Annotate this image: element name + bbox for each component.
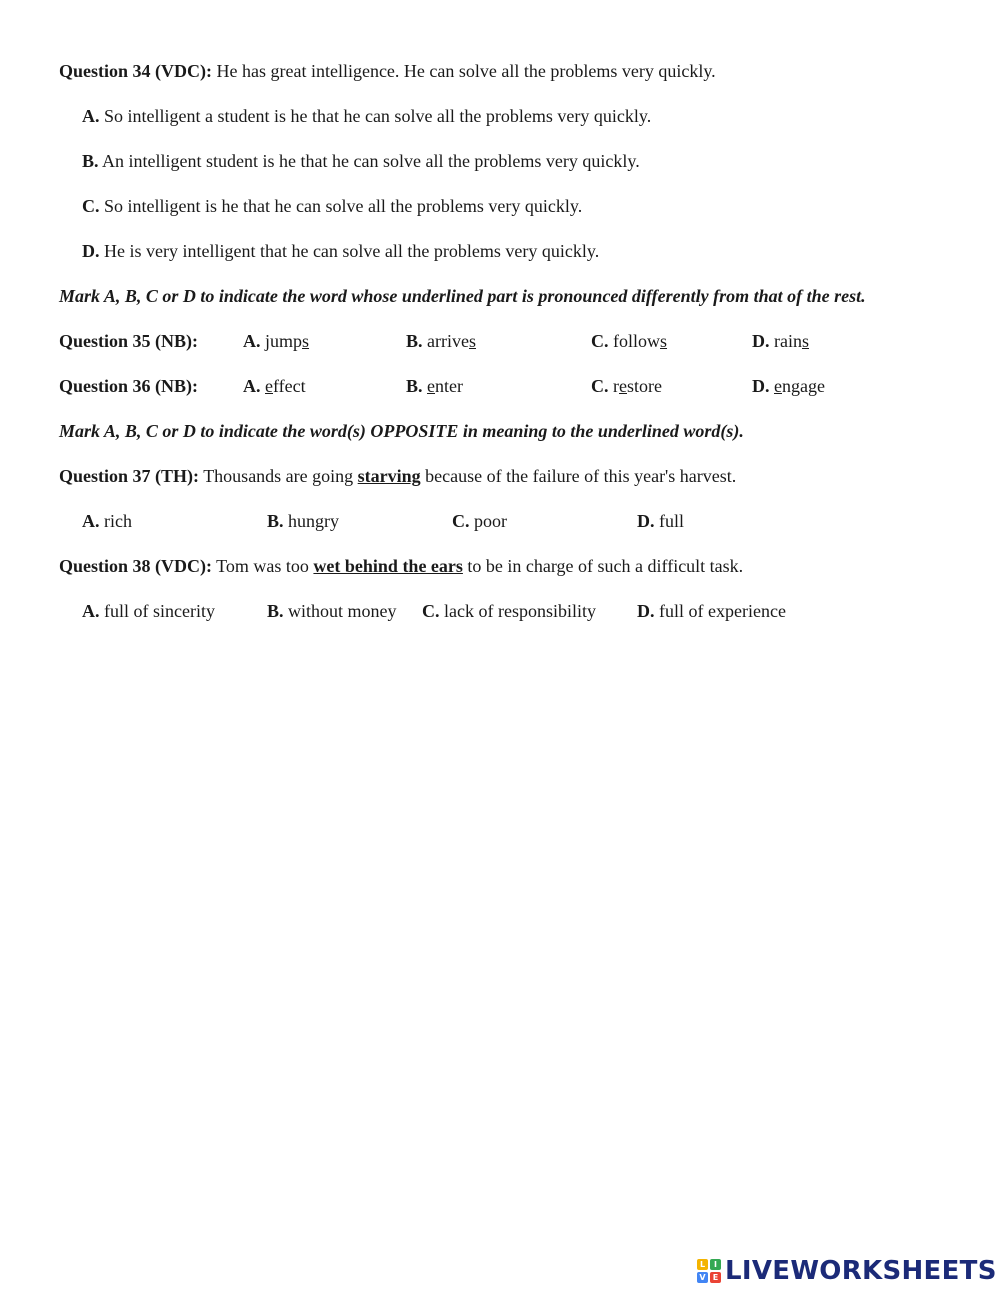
option-text: hungry xyxy=(283,511,340,531)
option-letter: A. xyxy=(243,331,261,351)
option-text: So intelligent is he that he can solve all the problems very quickly. xyxy=(99,196,583,216)
q37-option-a[interactable] xyxy=(82,509,132,533)
option-text: An intelligent student is he that he can solve all the problems very quickly. xyxy=(98,151,640,171)
question-35-label xyxy=(59,329,198,353)
option-word-pre: arrive xyxy=(422,331,469,351)
option-text: rich xyxy=(99,511,132,531)
q36-option-c[interactable] xyxy=(591,374,662,398)
option-word-pre: rain xyxy=(769,331,802,351)
question-text-pre: Thousands are going xyxy=(199,466,358,486)
option-letter: B. xyxy=(82,151,99,171)
option-letter: B. xyxy=(406,376,423,396)
option-letter: A. xyxy=(243,376,261,396)
option-word-underlined: s xyxy=(468,331,476,351)
option-letter: C. xyxy=(591,376,609,396)
option-letter: A. xyxy=(82,106,100,126)
option-letter: D. xyxy=(82,241,100,261)
question-text: He has great intelligence. He can solve all the problems very quickly. xyxy=(212,61,716,81)
option-word-post: store xyxy=(627,376,662,396)
option-text: without money xyxy=(283,601,397,621)
option-letter: B. xyxy=(406,331,423,351)
logo-cell-i: I xyxy=(710,1259,721,1270)
option-word-underlined: s xyxy=(801,331,809,351)
q34-option-a[interactable] xyxy=(82,104,651,128)
option-text: He is very intelligent that he can solve all the problems very quickly. xyxy=(99,241,600,261)
option-letter: A. xyxy=(82,511,100,531)
logo-cell-l: L xyxy=(697,1259,708,1270)
option-word-pre: r xyxy=(608,376,619,396)
q38-option-c[interactable] xyxy=(422,599,596,623)
option-word-underlined: s xyxy=(302,331,310,351)
option-letter: D. xyxy=(752,376,770,396)
question-key-word: starving xyxy=(357,466,421,486)
q37-option-b[interactable] xyxy=(267,509,339,533)
q35-option-a[interactable] xyxy=(243,329,309,353)
option-text: full of experience xyxy=(654,601,786,621)
q35-option-d[interactable] xyxy=(752,329,809,353)
option-word-pre: follow xyxy=(608,331,660,351)
option-letter: B. xyxy=(267,511,284,531)
q37-option-c[interactable] xyxy=(452,509,507,533)
logo-cell-v: V xyxy=(697,1272,708,1283)
q35-option-c[interactable] xyxy=(591,329,667,353)
question-label: Question 37 (TH): xyxy=(59,466,200,486)
option-word-underlined: s xyxy=(660,331,668,351)
option-text: full xyxy=(654,511,684,531)
option-letter: C. xyxy=(422,601,440,621)
option-text: lack of responsibility xyxy=(439,601,596,621)
option-letter: D. xyxy=(637,511,655,531)
q34-option-c[interactable] xyxy=(82,194,582,218)
q35-option-b[interactable] xyxy=(406,329,476,353)
option-letter: A. xyxy=(82,601,100,621)
option-word-post: nter xyxy=(435,376,463,396)
q36-option-d[interactable] xyxy=(752,374,825,398)
question-text-post: to be in charge of such a difficult task. xyxy=(462,556,744,576)
option-word-post: ngage xyxy=(782,376,825,396)
instruction-opposite: Mark A, B, C or D to indicate the word(s) OPPOSITE in meaning to the underlined word(s). xyxy=(59,421,744,441)
option-text: poor xyxy=(469,511,507,531)
option-letter: B. xyxy=(267,601,284,621)
logo-wordmark: LIVEWORKSHEETS xyxy=(725,1256,997,1286)
q36-option-b[interactable] xyxy=(406,374,463,398)
option-text: So intelligent a student is he that he can solve all the problems very quickly. xyxy=(99,106,652,126)
q36-option-a[interactable] xyxy=(243,374,306,398)
question-36-label xyxy=(59,374,198,398)
q38-option-a[interactable] xyxy=(82,599,215,623)
liveworksheets-logo[interactable] xyxy=(697,1256,997,1286)
option-letter: C. xyxy=(452,511,470,531)
option-letter: C. xyxy=(591,331,609,351)
q34-option-b[interactable] xyxy=(82,149,640,173)
q38-option-d[interactable] xyxy=(637,599,786,623)
option-text: full of sincerity xyxy=(99,601,215,621)
question-key-phrase: wet behind the ears xyxy=(313,556,463,576)
option-word-underlined: e xyxy=(619,376,627,396)
question-38-stem xyxy=(59,554,743,578)
option-letter: D. xyxy=(752,331,770,351)
question-text-post: because of the failure of this year's harvest. xyxy=(420,466,737,486)
option-word-underlined: e xyxy=(427,376,436,396)
q37-option-d[interactable] xyxy=(637,509,684,533)
question-label: Question 34 (VDC): xyxy=(59,61,212,81)
logo-mark-icon xyxy=(697,1259,721,1283)
instruction-pronunciation: Mark A, B, C or D to indicate the word whose underlined part is pronounced differently from that of the rest. xyxy=(59,286,866,306)
question-text-pre: Tom was too xyxy=(212,556,314,576)
question-34-stem xyxy=(59,59,716,83)
option-letter: C. xyxy=(82,196,100,216)
q38-option-b[interactable] xyxy=(267,599,397,623)
option-word-underlined: e xyxy=(774,376,782,396)
option-word-underlined: e xyxy=(265,376,273,396)
option-word-post: ffect xyxy=(273,376,306,396)
option-word-pre: jump xyxy=(260,331,303,351)
question-37-stem xyxy=(59,464,736,488)
logo-cell-e: E xyxy=(710,1272,721,1283)
question-label: Question 36 (NB): xyxy=(59,376,198,396)
q34-option-d[interactable] xyxy=(82,239,599,263)
question-label: Question 38 (VDC): xyxy=(59,556,212,576)
option-letter: D. xyxy=(637,601,655,621)
question-label: Question 35 (NB): xyxy=(59,331,198,351)
